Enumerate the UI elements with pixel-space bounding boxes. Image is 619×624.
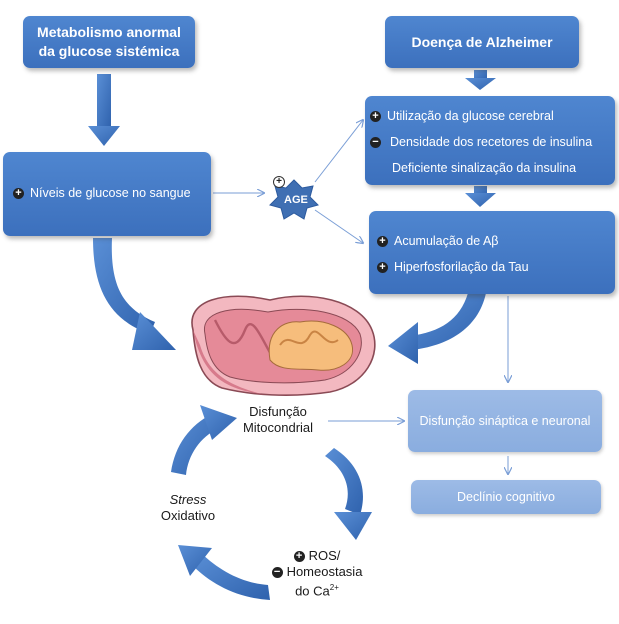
mito-line1: Disfunção [249,404,307,419]
abeta-item-2: Hiperfosforilação da Tau [394,260,529,274]
cognitive-label: Declínio cognitivo [457,489,555,504]
cerebral-item-2: Densidade dos recetores de insulina [390,135,593,149]
box-cerebral-insulin [365,96,615,185]
box-synaptic-dysfunction [408,390,602,452]
ros-line3: do Ca [295,583,330,599]
stress-line2: Oxidativo [160,508,216,523]
synaptic-label: Disfunção sináptica e neuronal [419,413,591,428]
oxidative-stress-label [148,492,228,524]
blood-glucose-label: Níveis de glucose no sangue [30,186,191,200]
ros-line1: ROS/ [308,548,341,563]
arrow-glucose-to-mito [93,238,176,350]
abeta-item-1: Acumulação de Aβ [394,234,499,248]
box-systemic-glucose [23,16,195,68]
arrow-abeta-to-mito [388,293,486,364]
age-badge [276,176,316,216]
plus-icon: + [370,111,381,122]
stress-line1: Stress [169,492,207,507]
mito-line2: Mitocondrial [242,420,314,435]
box-abeta-tau [369,211,615,294]
plus-icon: + [377,262,388,273]
mito-dysfunction-label [228,404,328,436]
mitochondrion-icon [192,296,375,395]
plus-icon: + [377,236,388,247]
arrow-alzheimer-to-cerebral [465,70,496,90]
cerebral-item-3: Deficiente sinalização da insulina [392,161,577,175]
arrow-mito-to-ros [325,448,372,540]
ros-line3-sup: 2+ [329,583,339,592]
minus-icon: − [272,567,283,578]
box-blood-glucose [3,152,211,236]
box-alzheimer [385,16,579,68]
arrow-systemic-to-glucose [88,74,120,146]
cerebral-item-1: Utilização da glucose cerebral [387,109,554,123]
plus-icon: + [294,551,305,562]
box-cognitive-decline [411,480,601,514]
plus-icon: + [13,188,24,199]
systemic-title-line1: Metabolismo anormal [37,24,181,40]
plus-icon: + [273,176,285,188]
alzheimer-title: Doença de Alzheimer [411,33,553,50]
ros-calcium-label [262,548,372,599]
arrow-ros-to-stress [178,545,270,600]
systemic-title-line2: da glucose sistémica [38,43,180,59]
arrow-cerebral-to-abeta [465,186,496,207]
age-label: AGE [284,194,308,206]
minus-icon: − [370,137,381,148]
ros-line2: Homeostasia [286,564,363,579]
